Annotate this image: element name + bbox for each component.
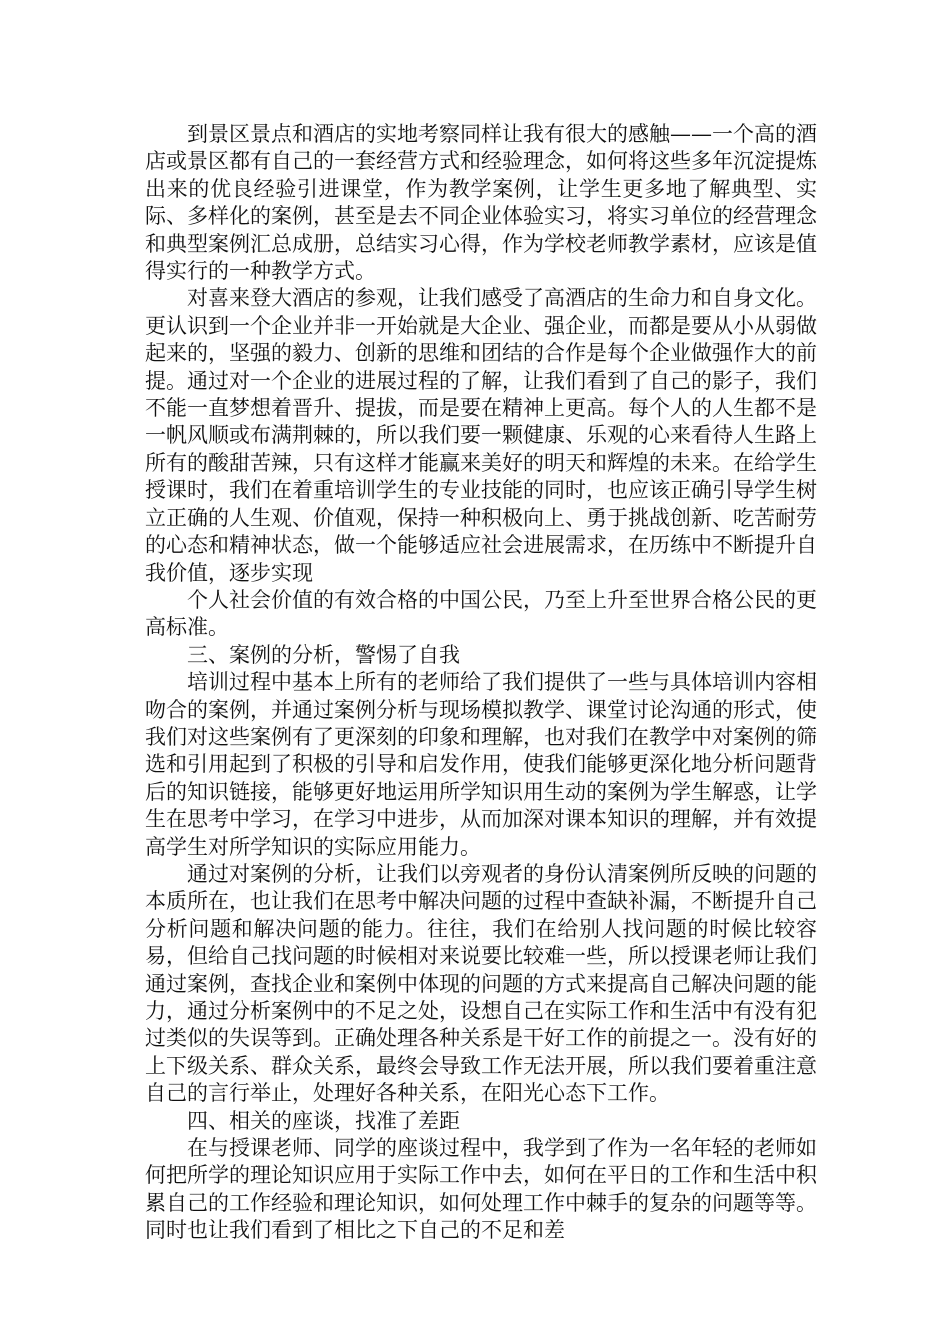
paragraph-site-visit: 到景区景点和酒店的实地考察同样让我有很大的感触——一个高的酒店或景区都有自己的一套经营方式和经验理念，如何将这些多年沉淀提炼出来的优良经验引进课堂，作为教学案例，让学生更多地了解典型、实际、多样化的案例，甚至是去不同企业体验实习，将实习单位的经营理念和典型案例汇总成册，总结实习心得，作为学校老师教学素材，应该是值得实行的一种教学方式。 [145,122,817,284]
paragraph-case-analysis: 通过对案例的分析，让我们以旁观者的身份认清案例所反映的问题的本质所在，也让我们在思考中解决问题的过程中查缺补漏，不断提升自己分析问题和解决问题的能力。往往，我们在给别人找问题的时候比较容易，但给自己找问题的时候相对来说要比较难一些，所以授课老师让我们通过案例，查找企业和案例中体现的问题的方式来提高自己解决问题的能力，通过分析案例中的不足之处，设想自己在实际工作和生活中有没有犯过类似的失误等到。正确处理各种关系是干好工作的前提之一。没有好的上下级关系、群众关系，最终会导致工作无法开展，所以我们要着重注意自己的言行举止，处理好各种关系，在阳光心态下工作。 [145,861,817,1106]
section-heading-case-analysis: 三、案例的分析，警惕了自我 [187,642,460,667]
document-body [145,121,817,1245]
section-heading-discussion: 四、相关的座谈，找准了差距 [187,1108,460,1133]
paragraph-sheraton-visit: 对喜来登大酒店的参观，让我们感受了高酒店的生命力和自身文化。更认识到一个企业并非一开始就是大企业、强企业，而都是要从小从弱做起来的，坚强的毅力、创新的思维和团结的合作是每个企业做强作大的前提。通过对一个企业的进展过程的了解，让我们看到了自己的影子，我们不能一直梦想着晋升、提拔，而是要在精神上更高。每个人的人生都不是一帆风顺或布满荆棘的，所以我们要一颗健康、乐观的心来看待人生路上所有的酸甜苦辣，只有这样才能赢来美好的明天和辉煌的未来。在给学生授课时，我们在着重培训学生的专业技能的同时，也应该正确引导学生树立正确的人生观、价值观，保持一种积极向上、勇于挑战创新、吃苦耐劳的心态和精神状态，做一个能够适应社会进展需求，在历练中不断提升自我价值，逐步实现 [145,286,817,585]
paragraph-training-cases: 培训过程中基本上所有的老师给了我们提供了一些与具体培训内容相吻合的案例，并通过案例分析与现场模拟教学、课堂讨论沟通的形式，使我们对这些案例有了更深刻的印象和理解，也对我们在教学中对案例的筛选和引用起到了积极的引导和启发作用，使我们能够更深化地分析问题背后的知识链接，能够更好地运用所学知识用生动的案例为学生解惑，让学生在思考中学习，在学习中进步，从而加深对课本知识的理解，并有效提高学生对所学知识的实际应用能力。 [145,670,817,859]
paragraph-discussion: 在与授课老师、同学的座谈过程中，我学到了作为一名年轻的老师如何把所学的理论知识应用于实际工作中去，如何在平日的工作和生活中积累自己的工作经验和理论知识，如何处理工作中棘手的复杂的问题等等。同时也让我们看到了相比之下自己的不足和差 [145,1136,817,1243]
paragraph-social-value: 个人社会价值的有效合格的中国公民，乃至上升至世界合格公民的更高标准。 [145,587,817,640]
